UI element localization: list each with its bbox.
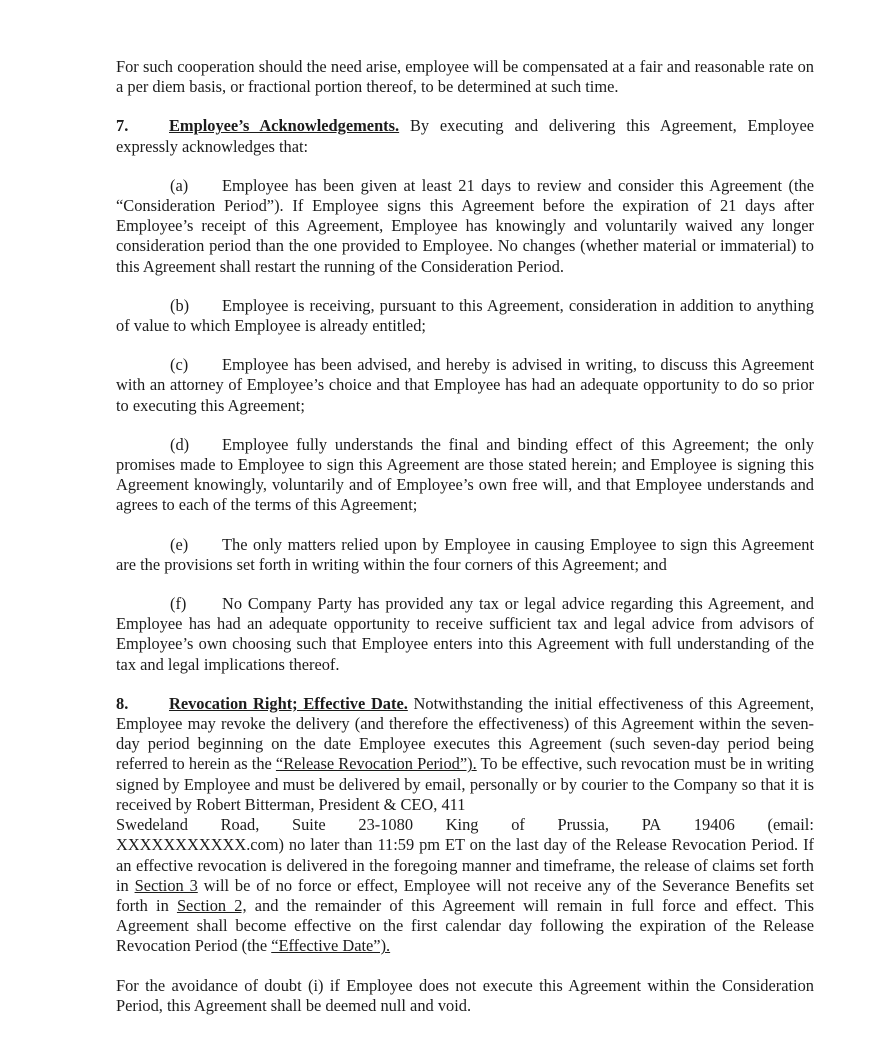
effective-date-term: “Effective Date”). xyxy=(271,936,391,956)
address-line xyxy=(116,815,814,835)
document-page xyxy=(116,57,814,1035)
item-label: (d) xyxy=(170,434,190,454)
item-text: Employee fully understands the final and binding effect of this Agreement; the only promises made to Employee to sign this Agreement are those stated herein; and Employee is signing this Agreement knowingly, voluntarily and of Employee’s own free will, and that Employee understands and agrees to each of the terms of this Agreement; xyxy=(116,434,814,515)
section-8-text-2: To be effective, such revocation must be in writing signed by Employee and must be delivered by email, personally or by courier to the Company so that it is received by Robert Bitterman, President & CEO, 411 xyxy=(116,754,814,814)
section-7-lead: By executing and delivering this Agreement, Employee expressly acknowledges that: xyxy=(116,116,815,156)
section-3-reference: Section 3 xyxy=(134,875,198,895)
address-word: Road, xyxy=(220,815,260,835)
address-word: PA xyxy=(641,815,662,835)
section-8-title: Revocation Right; Effective Date. xyxy=(169,693,408,713)
address-word: (email: xyxy=(767,815,814,835)
address-word: 23-1080 xyxy=(358,815,414,835)
section-7-item-c xyxy=(116,355,814,416)
item-label: (a) xyxy=(170,175,189,195)
section-7-item-b xyxy=(116,296,814,336)
intro-paragraph: For such cooperation should the need arise, employee will be compensated at a fair and reasonable rate on a per diem basis, or fractional portion thereof, to be determined at such time. xyxy=(116,57,814,97)
section-8 xyxy=(116,694,814,957)
item-label: (c) xyxy=(170,355,189,375)
item-label: (f) xyxy=(170,594,187,614)
item-text: The only matters relied upon by Employee in causing Employee to sign this Agreement are the provisions set forth in writing within the four corners of this Agreement; and xyxy=(116,534,814,574)
section-7-item-f xyxy=(116,594,814,675)
section-7 xyxy=(116,116,814,156)
closing-paragraph: For the avoidance of doubt (i) if Employee does not execute this Agreement within the Consideration Period, this Agreement shall be deemed null and void. xyxy=(116,975,814,1015)
address-word: 19406 xyxy=(693,815,735,835)
item-text: Employee is receiving, pursuant to this Agreement, consideration in addition to anything of value to which Employee is already entitled; xyxy=(116,295,814,336)
release-revocation-period-term: “Release Revocation Period”). xyxy=(275,754,477,774)
section-8-number: 8. xyxy=(116,693,129,713)
address-word: King xyxy=(445,815,479,835)
section-7-item-a xyxy=(116,176,814,277)
address-word: Swedeland xyxy=(116,815,188,835)
section-7-number: 7. xyxy=(116,116,129,136)
item-label: (b) xyxy=(170,295,190,315)
section-8-text-4: will be of no force or effect, Employee will not receive any of the Severance Benefits set forth in xyxy=(116,875,814,915)
address-word: Prussia, xyxy=(557,815,609,835)
address-word: Suite xyxy=(292,815,326,835)
section-7-title: Employee’s Acknowledgements. xyxy=(169,116,400,136)
item-label: (e) xyxy=(170,534,189,554)
section-7-item-d xyxy=(116,435,814,516)
section-8-text-5: and the remainder of this Agreement will remain in full force and effect. This Agreement shall become effective on the first calendar day following the expiration of the Release Revocation Period (the xyxy=(116,895,814,956)
section-8-text-1: Notwithstanding the initial effectiveness of this Agreement, Employee may revoke the delivery (and therefore the effectiveness) of this Agreement within the seven-day period beginning on the date Employee executes this Agreement (such seven-day period being referred to herein as the xyxy=(116,693,814,774)
item-text: Employee has been given at least 21 days to review and consider this Agreement (the “Consideration Period”). If Employee signs this Agreement before the expiration of 21 days after Employee’s receipt of this Agreement, Employee has knowingly and voluntarily waived any longer consideration period than the one provided to Employee. No changes (whether material or immaterial) to this Agreement shall restart the running of the Consideration Period. xyxy=(116,175,814,276)
address-word: of xyxy=(511,815,525,835)
section-8-text-3: XXXXXXXXXXX.com) no later than 11:59 pm ET on the last day of the Release Revocation Period. If an effective revocation is delivered in the foregoing manner and timeframe, the release of claims set forth in xyxy=(116,835,814,895)
section-2-reference: Section 2, xyxy=(176,895,247,915)
item-text: No Company Party has provided any tax or legal advice regarding this Agreement, and Employee has had an adequate opportunity to receive sufficient tax and legal advice from advisors of Employee’s own choosing such that Employee enters into this Agreement with full understanding of the tax and legal implications thereof. xyxy=(116,594,814,674)
item-text: Employee has been advised, and hereby is advised in writing, to discuss this Agreement with an attorney of Employee’s choice and that Employee has had an adequate opportunity to do so prior to executing this Agreement; xyxy=(116,355,814,415)
section-7-item-e xyxy=(116,535,814,575)
